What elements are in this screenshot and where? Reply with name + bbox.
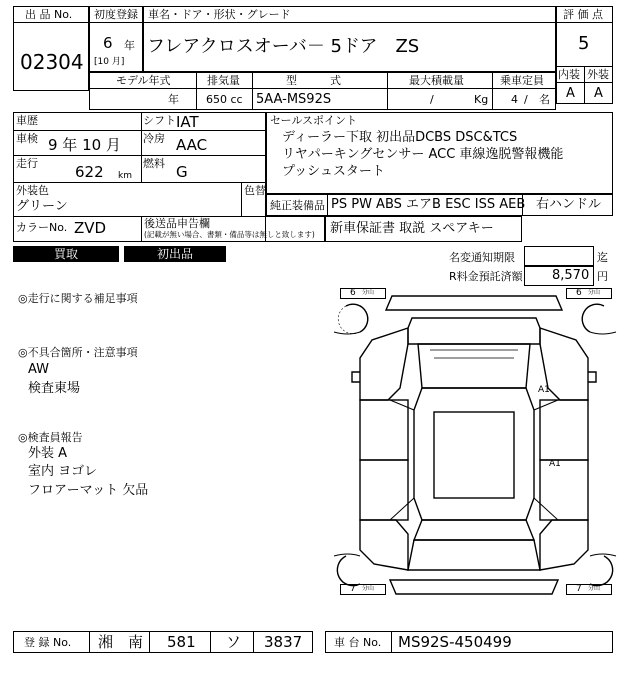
sales-point-line3: プッシュスタート — [282, 164, 385, 179]
handle-side: 右ハンドル — [536, 197, 602, 212]
right-rear-door — [540, 460, 588, 520]
recycle-label: R料金預託済額 — [449, 270, 523, 283]
right-rear-quarter — [540, 520, 588, 570]
exterior-label: 外装 — [587, 68, 609, 81]
max-load-unit: Kg — [474, 93, 489, 106]
roof — [414, 388, 534, 520]
reg-kana: ソ — [226, 633, 242, 651]
history-label: 車歴 — [16, 114, 38, 127]
tire-front-right — [582, 304, 604, 332]
year-unit: 年 — [124, 39, 135, 52]
inspector-line1: 外装 A — [28, 446, 68, 461]
color-no-value: ZVD — [74, 219, 107, 237]
tire-bottom-right-unit: 分山 — [588, 585, 601, 592]
tire-rear-right — [590, 556, 613, 586]
first-reg-label: 初度登録 — [94, 8, 138, 21]
defects-line1: AW — [28, 362, 50, 377]
sales-point-line2: リヤパーキングセンサー ACC 車線逸脱警報機能 — [282, 147, 564, 162]
ac-value: AAC — [176, 136, 208, 154]
tailgate — [408, 540, 540, 570]
max-load-slash: / — [430, 93, 434, 106]
color-change-label: 色替 — [244, 184, 266, 197]
post-declaration-label: 後送品申告欄 — [144, 217, 210, 230]
equipment-label: 純正装備品 — [270, 199, 325, 212]
tire-rear-left — [337, 556, 360, 586]
tire-bottom-left-unit: 分山 — [362, 585, 375, 592]
capacity-unit: 名 — [539, 93, 550, 106]
ext-color-value: グリーン — [16, 199, 68, 214]
rear-bumper — [390, 580, 558, 594]
left-front-fender — [360, 328, 408, 400]
tire-top-right-unit: 分山 — [588, 289, 601, 296]
reg-class: 581 — [167, 633, 196, 651]
reg-label: 登 録 No. — [24, 636, 72, 649]
color-no-label: カラーNo. — [16, 221, 68, 234]
driving-remarks-title: ◎走行に関する補足事項 — [18, 292, 138, 305]
chassis-value: MS92S-450499 — [398, 633, 512, 651]
sales-points-label: セールスポイント — [270, 114, 358, 127]
first-listing-label: 初出品 — [124, 246, 226, 262]
fuel-value: G — [176, 163, 188, 181]
lot-label: 出 品 No. — [25, 8, 73, 21]
chassis-label: 車 台 No. — [334, 636, 382, 649]
interior-label: 内装 — [558, 68, 580, 81]
exterior-grade: A — [594, 86, 603, 101]
first-reg-month: [10 月] — [94, 57, 125, 67]
first-reg-year: 6 — [103, 34, 113, 52]
inspection-value: 9 年 10 月 — [48, 136, 121, 154]
tire-top-left-unit: 分山 — [362, 289, 375, 296]
inspection-label: 車検 — [16, 132, 38, 145]
name-change-value-box — [524, 246, 594, 266]
model-year-value: 年 — [168, 93, 179, 106]
sales-point-line1: ディーラー下取 初出品DCBS DSC&TCS — [282, 130, 518, 145]
post-declaration-note: (記載が無い場合、書類・備品等は無しと致します) — [144, 230, 315, 239]
hood — [408, 318, 540, 344]
displacement-label: 排気量 — [207, 74, 240, 87]
windshield — [418, 344, 530, 388]
inspector-title: ◎検査員報告 — [18, 431, 83, 444]
front-bumper — [386, 296, 562, 310]
tire-bottom-right-value: 7 — [576, 584, 582, 594]
mileage-value: 622 — [75, 163, 104, 181]
capacity-value: 4 — [511, 93, 518, 106]
defects-line2: 検査東場 — [28, 381, 81, 396]
tire-top-right-value: 6 — [576, 288, 582, 298]
mileage-label: 走行 — [16, 157, 38, 170]
shift-label: シフト — [143, 114, 176, 127]
capacity-label: 乗車定員 — [500, 74, 544, 87]
equipment-value: PS PW ABS エアB ESC ISS AEB — [331, 197, 526, 212]
inspector-line3: フロアーマット 欠品 — [28, 483, 149, 498]
tire-bottom-left-value: 7 — [350, 584, 356, 594]
rear-window — [414, 520, 534, 540]
car-name-label: 車名・ドア・形状・グレード — [148, 8, 291, 21]
defects-title: ◎不具合箇所・注意事項 — [18, 346, 138, 359]
ac-label: 冷房 — [143, 132, 165, 145]
lot-number: 02304 — [20, 50, 84, 74]
score-value: 5 — [578, 33, 590, 54]
type-value: 5AA-MS92S — [256, 92, 332, 107]
damage-mark-2: A1 — [549, 459, 561, 469]
shift-value: IAT — [176, 113, 199, 131]
max-load-label: 最大積載量 — [409, 74, 464, 87]
recycle-value: 8,570 — [552, 268, 590, 283]
name-change-suffix: 迄 — [597, 251, 608, 264]
right-front-door — [540, 400, 588, 460]
tire-top-left-value: 6 — [350, 288, 356, 298]
fuel-label: 燃料 — [143, 157, 165, 170]
left-front-door — [360, 400, 408, 460]
tire-front-left — [346, 304, 368, 332]
car-name: フレアクロスオーバ－ 5ドア ZS — [147, 36, 420, 57]
reg-number: 3837 — [264, 633, 303, 651]
interior-grade: A — [566, 86, 575, 101]
displacement-value: 650 cc — [206, 93, 243, 106]
buy-label: 買取 — [13, 246, 119, 262]
reg-area: 湘 南 — [98, 633, 144, 651]
left-rear-quarter — [360, 520, 408, 570]
model-year-label: モデル年式 — [116, 74, 171, 87]
warranty-items: 新車保証書 取説 スペアキー — [330, 221, 494, 236]
ext-color-label: 外装色 — [16, 184, 49, 197]
car-damage-diagram — [330, 288, 620, 608]
mileage-unit: km — [118, 171, 132, 181]
recycle-suffix: 円 — [597, 270, 608, 283]
name-change-label: 名変通知期限 — [449, 251, 515, 264]
score-label: 評 価 点 — [563, 8, 603, 21]
capacity-slash: / — [524, 93, 528, 106]
inspector-line2: 室内 ヨゴレ — [28, 464, 98, 479]
type-label: 型 式 — [286, 74, 341, 87]
damage-mark-1: A1 — [538, 385, 550, 395]
left-rear-door — [360, 460, 408, 520]
